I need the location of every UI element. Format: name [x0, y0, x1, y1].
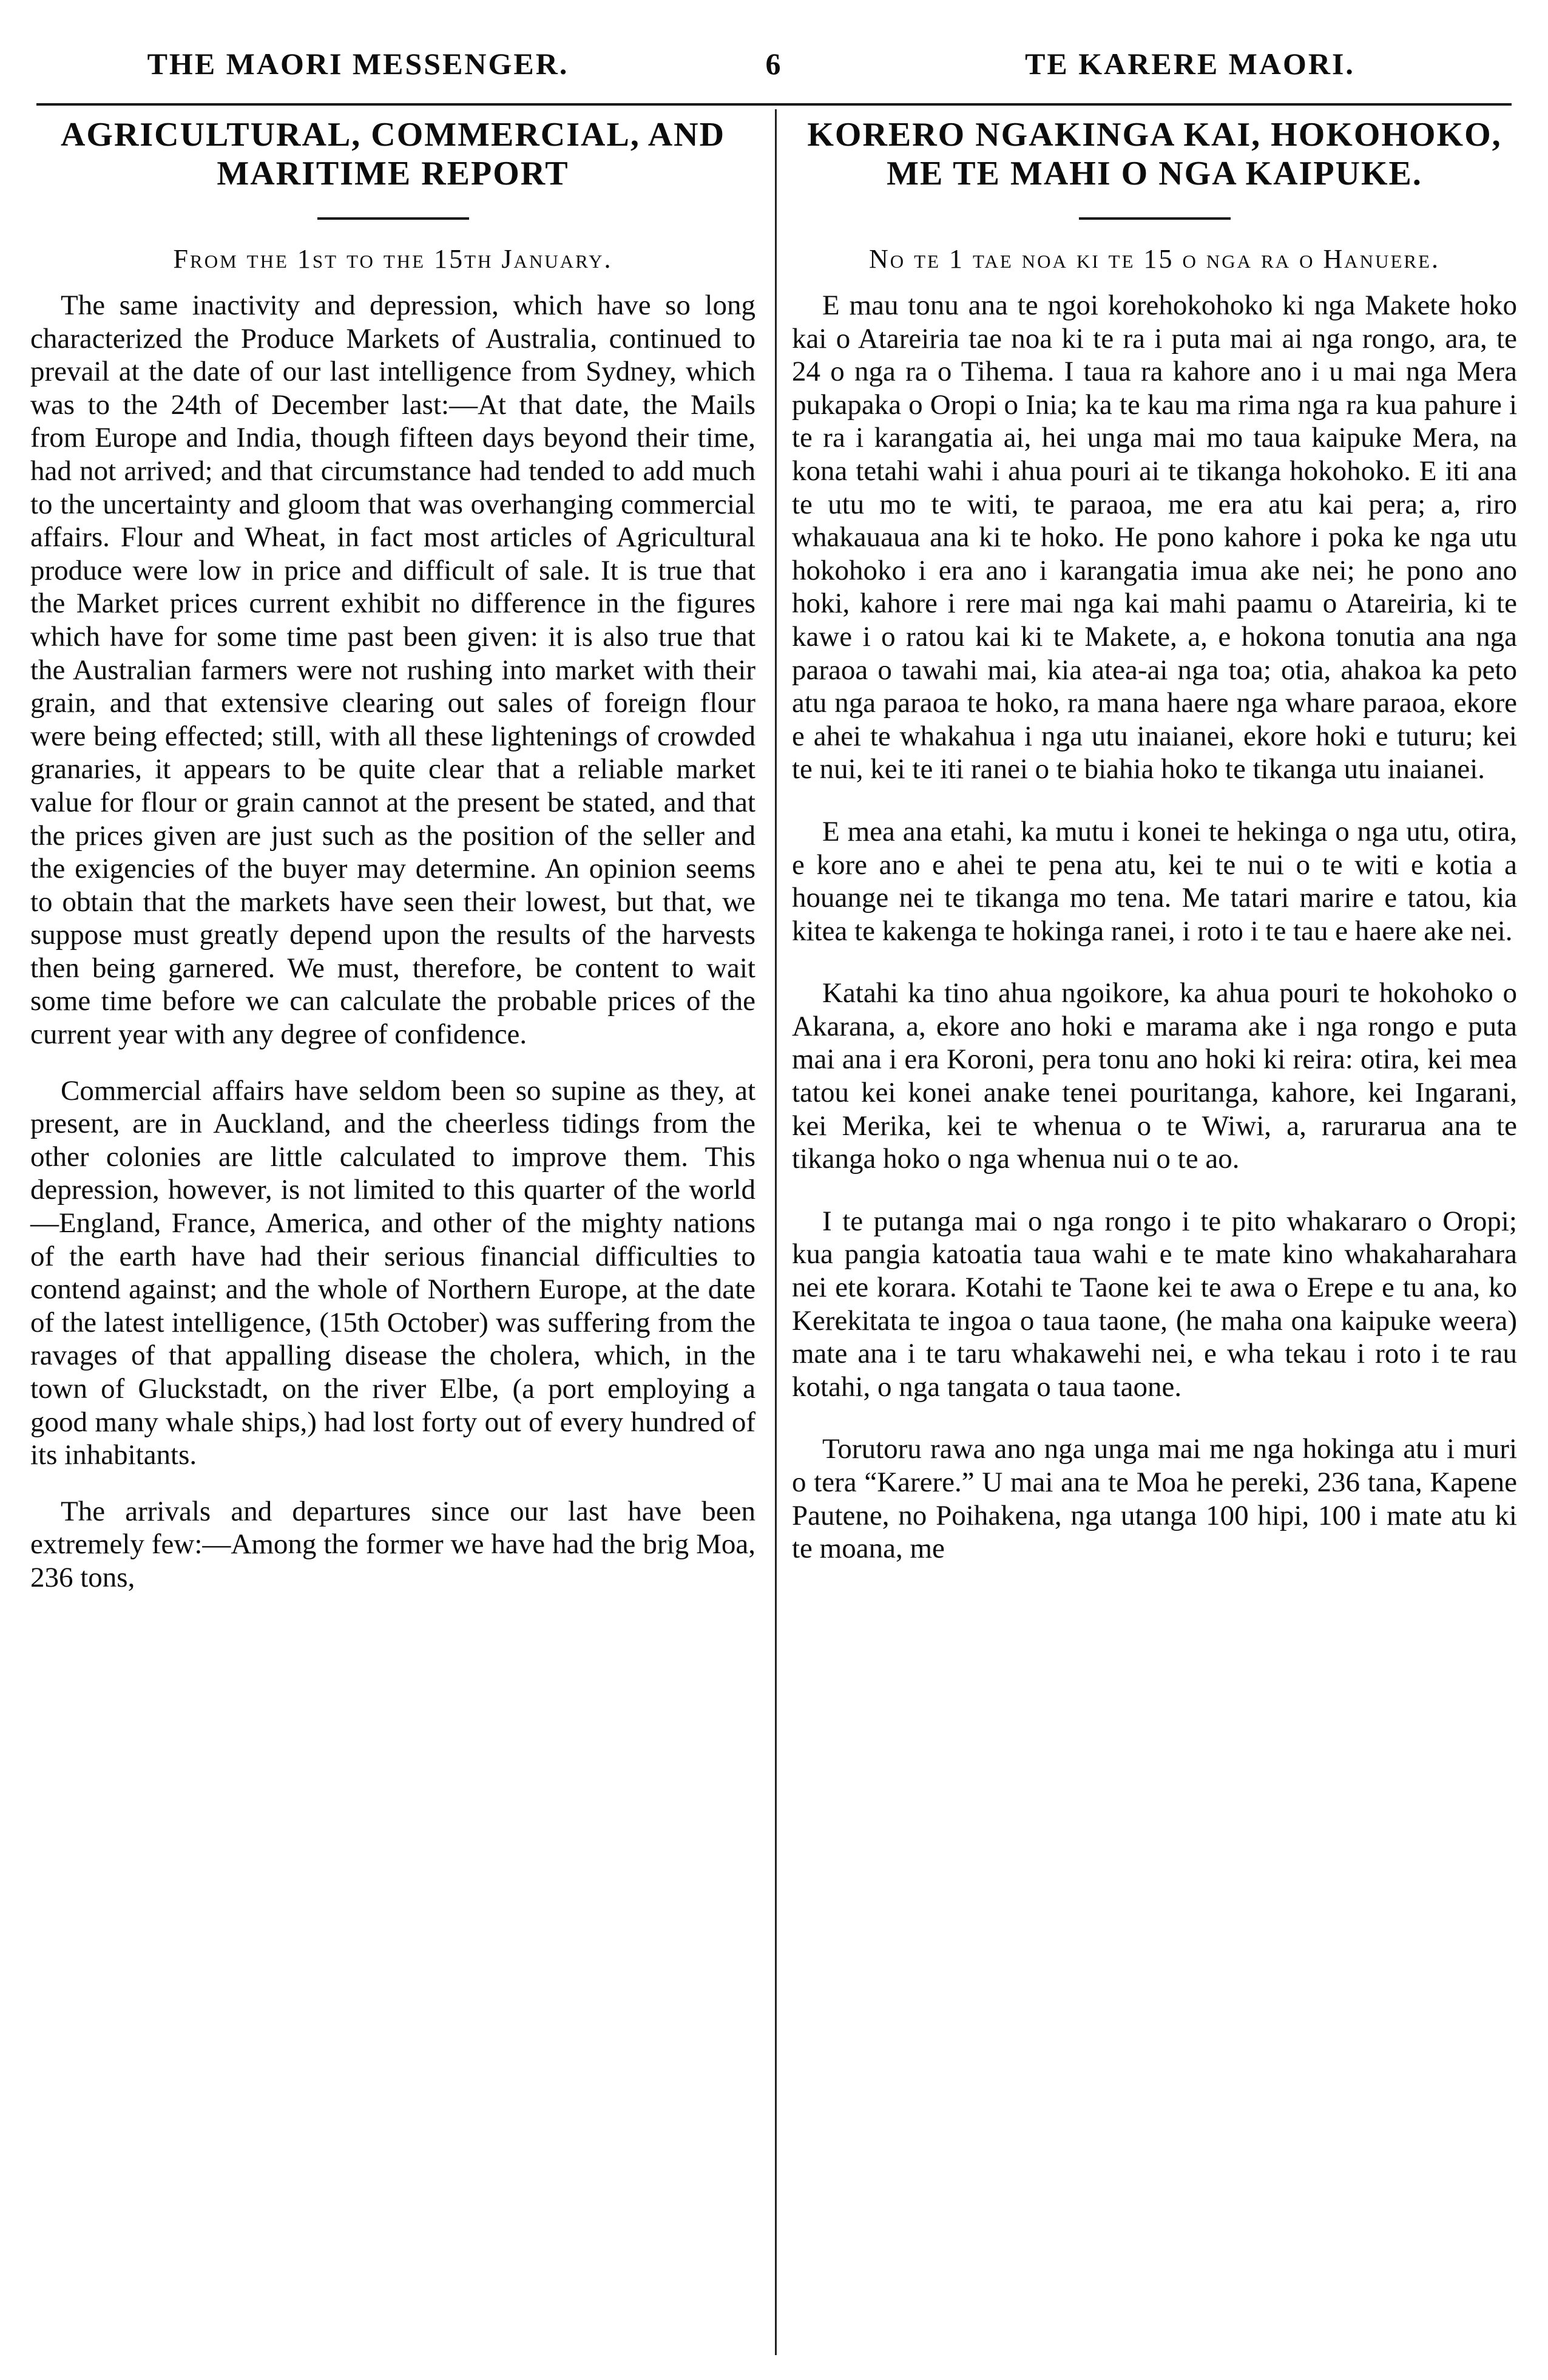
- maori-date-range: No te 1 tae noa ki te 15 o nga ra o Hanuere.: [868, 244, 1441, 274]
- english-column: [30, 115, 755, 1595]
- english-date-range: From the 1st to the 15th January.: [173, 244, 613, 274]
- maori-masthead: TE KARERE MAORI.: [1025, 47, 1355, 81]
- maori-article-title: [792, 115, 1517, 193]
- header-rule: [36, 103, 1512, 106]
- column-divider: [775, 109, 777, 2355]
- maori-paragraph: Torutoru rawa ano nga unga mai me nga hokinga atu i muri o tera “Karere.” U mai ana te Moa he pereki, 236 tana, Kapene Pautene, no Poihakena, nga utanga 100 hipi, 100 i mate atu ki te moana, me: [792, 1433, 1517, 1565]
- title-rule: [1079, 217, 1231, 220]
- maori-title-line: ME TE MAHI O NGA KAIPUKE.: [887, 155, 1422, 192]
- maori-column: [792, 115, 1517, 1565]
- english-paragraph: Commercial affairs have seldom been so supine as they, at present, are in Auckland, and the cheerless tidings from the other colonies are little calculated to improve them. This depression, however, is not limited to this quarter of the world—England, France, America, and other of the mighty nations of the earth have had their serious financial difficulties to contend against; and the whole of Northern Europe, at the date of the latest intelligence, (15th October) was suffering from the ravages of that appalling disease the cholera, which, in the town of Gluckstadt, on the river Elbe, (a port employing a good many whale ships,) had lost forty out of every hundred of its inhabitants.: [30, 1074, 755, 1471]
- english-title-line: MARITIME REPORT: [217, 155, 569, 192]
- title-rule: [317, 217, 469, 220]
- english-article-title: [30, 115, 755, 193]
- english-title-line: AGRICULTURAL, COMMERCIAL, AND: [60, 116, 726, 154]
- english-paragraph: The arrivals and departures since our last have been extremely few:—Among the former we have had the brig Moa, 236 tons,: [30, 1495, 755, 1593]
- maori-title-line: KORERO NGAKINGA KAI, HOKOHOKO,: [807, 116, 1502, 154]
- running-head: [36, 36, 1512, 91]
- english-masthead: THE MAORI MESSENGER.: [147, 47, 569, 81]
- maori-paragraph: I te putanga mai o nga rongo i te pito whakararo o Oropi; kua pangia katoatia taua wahi e te mate kino whakaharahara nei ete korara. Kotahi te Taone kei te awa o Erepe e tu ana, ko Kerekitata te ingoa o taua taone, (he maha ona kaipuke weera) mate ana i te taru whakawehi nei, e wha tekau i roto i te rau kotahi, o nga tangata o taua taone.: [792, 1205, 1517, 1403]
- maori-paragraph: Katahi ka tino ahua ngoikore, ka ahua pouri te hokohoko o Akarana, a, ekore ano hoki e marama ake i nga rongo e puta mai ana i era Koroni, pera tonu ano hoki ki reira: otira, kei mea tatou kei konei anake tenei pouritanga, kahore, kei Ingarani, kei Merika, kei te whenua o te Wiwi, a, rarurarua ana te tikanga hoko o nga whenua nui o te ao.: [792, 977, 1517, 1175]
- page-number: 6: [765, 47, 783, 81]
- maori-paragraph: E mea ana etahi, ka mutu i konei te hekinga o nga utu, otira, e kore ano e ahei te pena atu, kei te nui o te witi e kotia a houange nei te tikanga mo tena. Me tatari marire e tatou, kia kitea te kakenga te hokinga ranei, i roto i te tau e haere ake nei.: [792, 815, 1517, 947]
- english-paragraph: The same inactivity and depression, which have so long characterized the Produce Markets of Australia, continued to prevail at the date of our last intelligence from Sydney, which was to the 24th of December last:—At that date, the Mails from Europe and India, though fifteen days beyond their time, had not arrived; and that circumstance had tended to add much to the uncertainty and gloom that was overhanging commercial affairs. Flour and Wheat, in fact most articles of Agricultural produce were low in price and difficult of sale. It is true that the Market prices current exhibit no difference in the figures which have for some time past been given: it is also true that the Australian farmers were not rushing into market with their grain, and that extensive clearing out sales of foreign flour were being effected; still, with all these lightenings of crowded granaries, it appears to be quite clear that a reliable market value for flour or grain cannot at the present be stated, and that the prices given are just such as the position of the seller and the exigencies of the buyer may determine. An opinion seems to obtain that the markets have seen their lowest, but that, we suppose must greatly depend upon the results of the harvests then being garnered. We must, therefore, be content to wait some time before we can calculate the probable prices of the current year with any degree of confidence.: [30, 290, 755, 1051]
- maori-paragraph: E mau tonu ana te ngoi korehokohoko ki nga Makete hoko kai o Atareiria tae noa ki te ra i puta mai ai nga rongo, ara, te 24 o nga ra o Tihema. I taua ra kahore ano i u mai nga Mera pukapaka o Oropi o Inia; ka te kau ma rima nga ra kua pahure i te ra i karangatia ai, hei unga mai mo taua kaipuke Mera, na kona tetahi wahi i ahua pouri ai te tikanga hokohoko. E iti ana te utu mo te witi, te paraoa, me era atu kai pera; a, riro whakauaua ana ki te hoko. He pono kahore i poka ke nga utu hokohoko i era ano i karangatia imua ake nei; he pono ano hoki, kahore i rere mai nga kai mahi paamu o Atareiria, ki te kawe i o ratou kai ki te Makete, a, e hokona tonutia ana nga paraoa o tawahi mai, kia atea-ai nga toa; otia, ahakoa ka peto atu nga paraoa te hoko, ra mana haere nga whare paraoa, ekore e ahei te whakahua i nga utu inaianei, ekore hoki e tuturu; kei te nui, kei te iti ranei o te biahia hoko te tikanga utu inaianei.: [792, 290, 1517, 785]
